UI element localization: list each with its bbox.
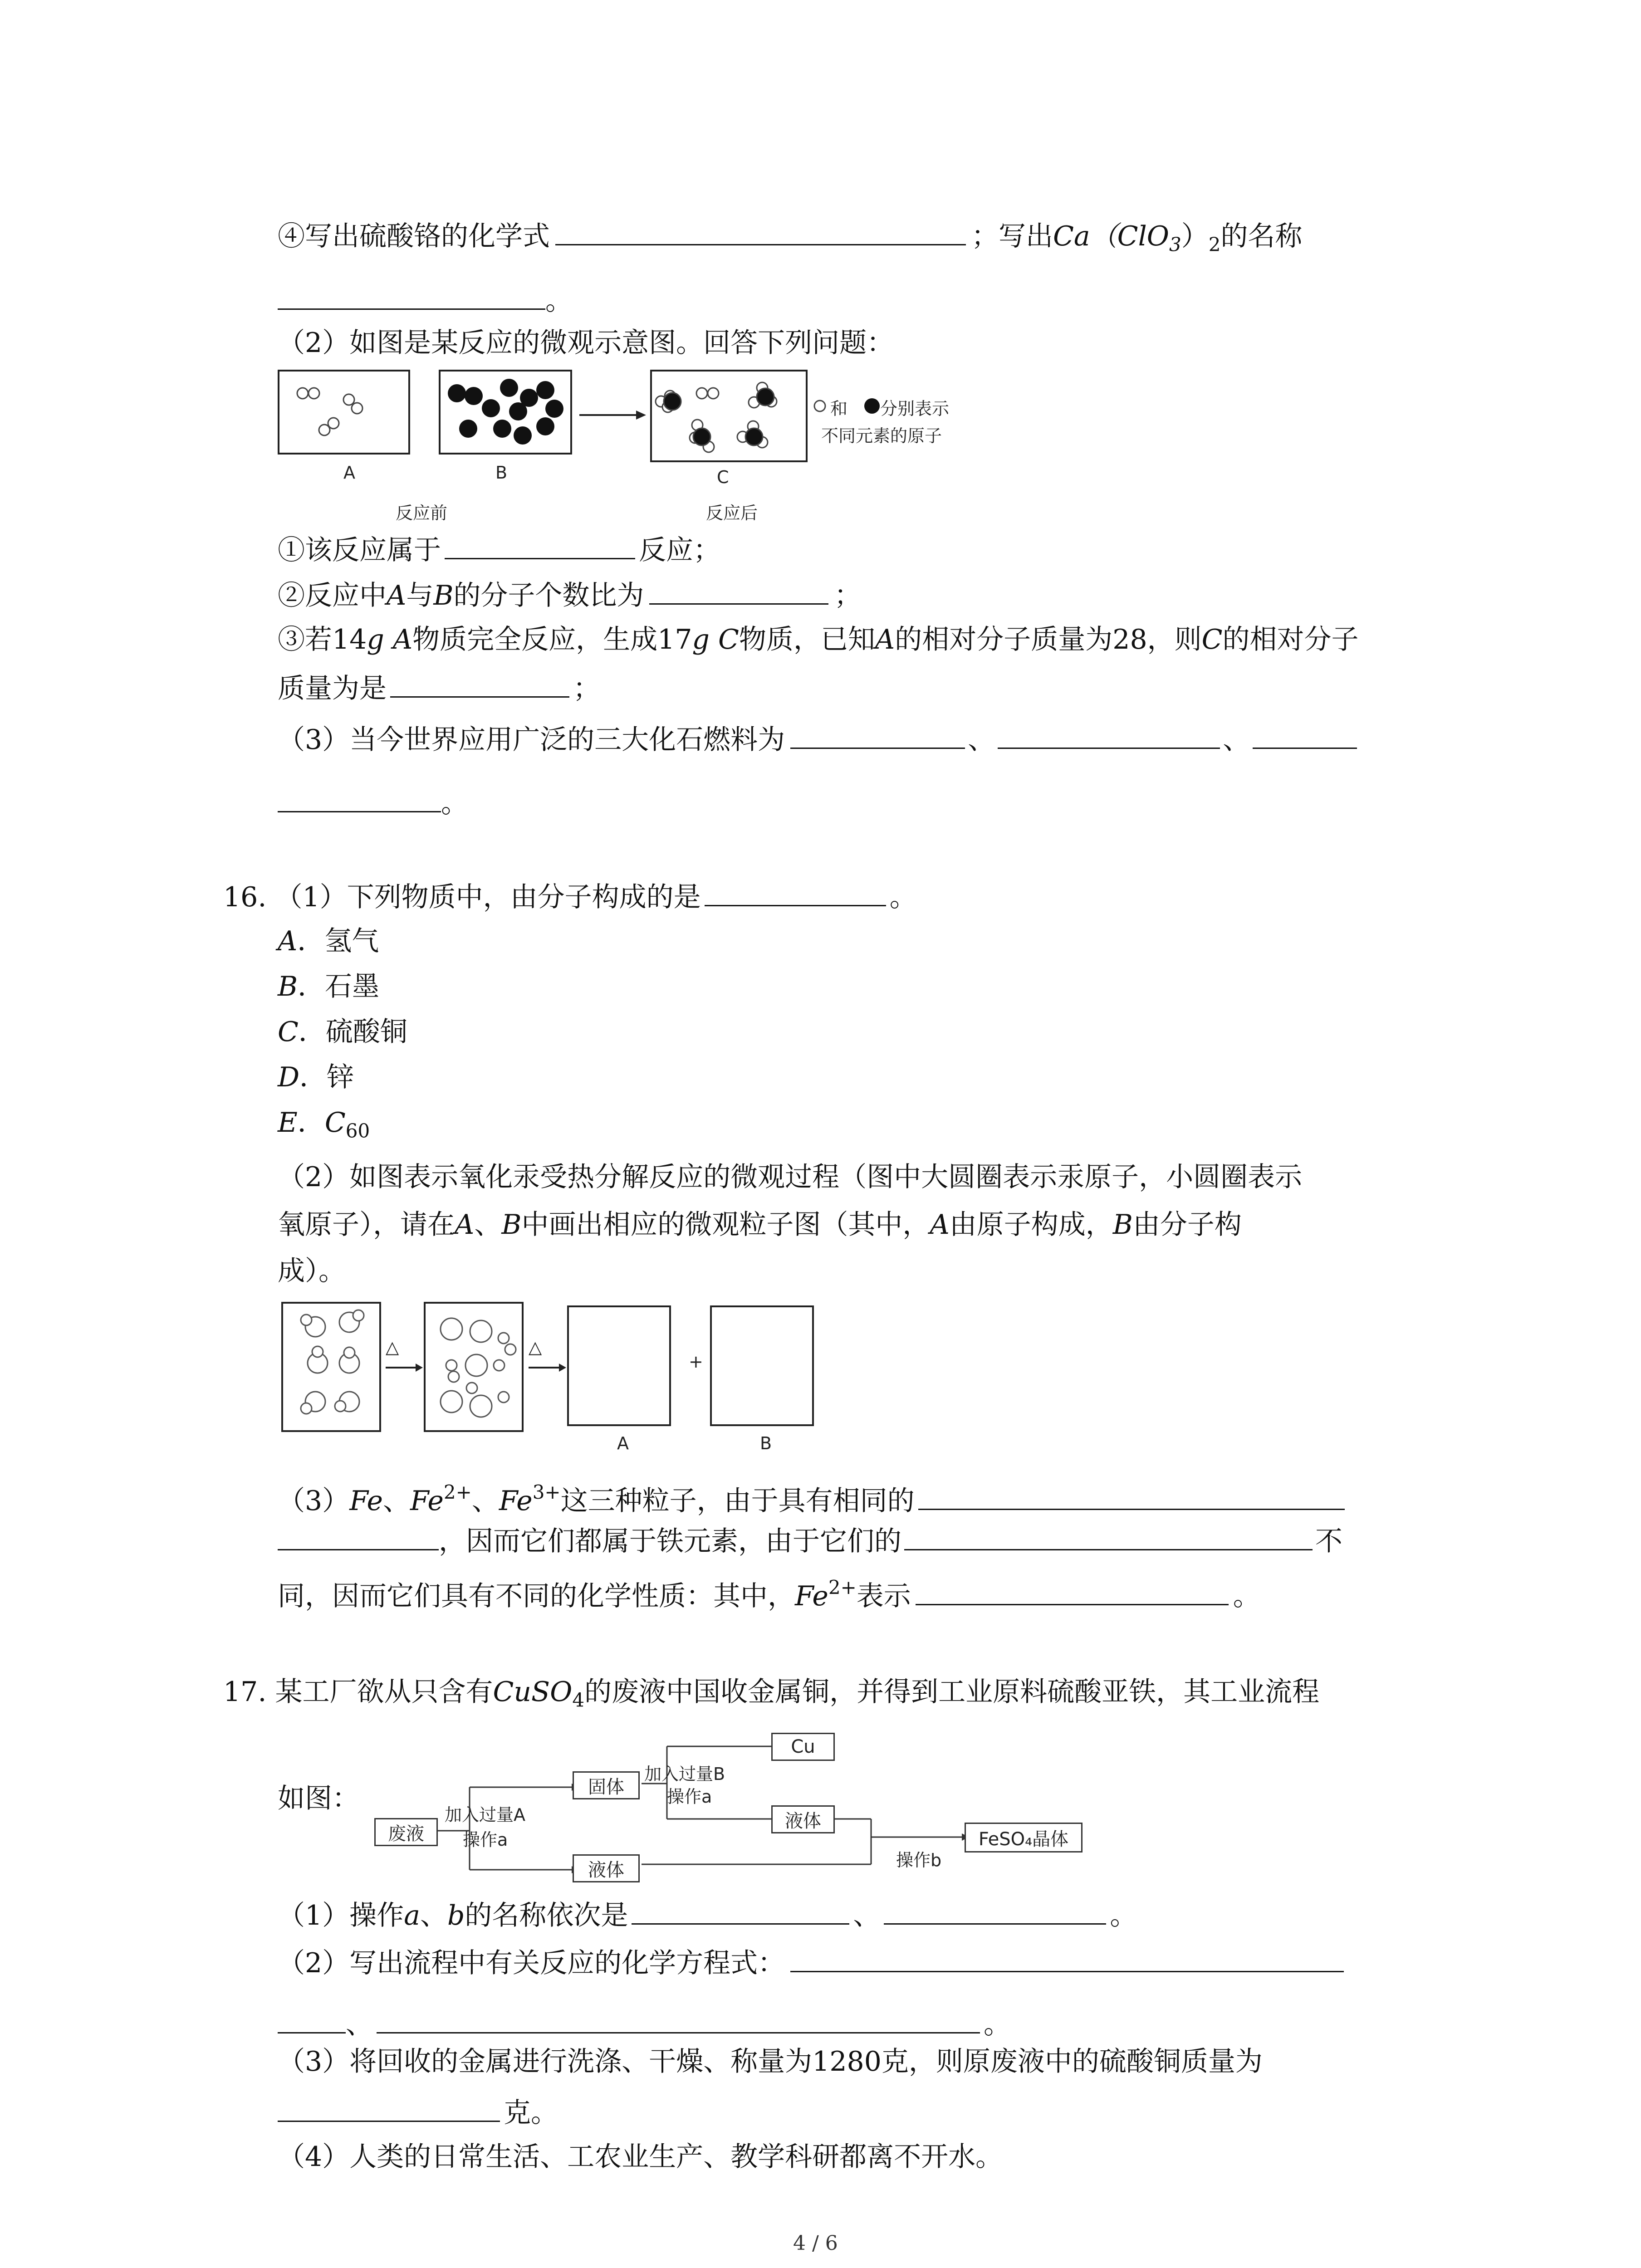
q16-p2-line3: 成）。	[278, 1255, 346, 1287]
q16-p2-line1: （2）如图表示氧化汞受热分解反应的微观过程（图中大圆圈表示汞原子，小圆圈表示	[278, 1161, 1303, 1193]
flow-label-add-b: 加入过量B	[644, 1764, 725, 1784]
answer-blank[interactable]	[1253, 720, 1357, 749]
answer-box-b[interactable]	[711, 1306, 813, 1425]
q15-part4-line2: 。	[278, 281, 573, 319]
legend-line2: 不同元素的原子	[821, 426, 942, 446]
answer-blank[interactable]	[555, 217, 966, 245]
white-atom-icon	[814, 401, 825, 411]
delta-sign-2: △	[529, 1337, 542, 1357]
label-after: 反应后	[706, 503, 758, 523]
answer-blank[interactable]	[377, 2005, 980, 2033]
flow-box-solid: 固体	[573, 1771, 640, 1799]
answer-blank[interactable]	[649, 576, 828, 605]
q17-p2: （2）写出流程中有关反应的化学方程式：	[278, 1944, 1344, 1981]
reaction-micro-diagram	[278, 370, 994, 533]
q17-intro: 17. 某工厂欲从只含有CuSO$_4$的废液中国收金属铜，并得到工业原料硫酸亚铁，其工业流程	[223, 1676, 1320, 1711]
answer-box-a[interactable]	[568, 1306, 670, 1425]
q17-p4: （4）人类的日常生活、工农业生产、教学科研都离不开水。	[278, 2141, 1003, 2173]
flow-label-add-a: 加入过量A	[445, 1805, 525, 1825]
flow-label-op-b: 操作b	[896, 1850, 942, 1870]
label-b: B	[760, 1433, 772, 1453]
answer-blank[interactable]	[904, 1522, 1313, 1550]
q15-part2-intro: （2）如图是某反应的微观示意图。回答下列问题：	[278, 327, 894, 359]
q16-option-c[interactable]: C．硫酸铜	[278, 1016, 407, 1048]
page-number: 4 / 6	[793, 2232, 838, 2255]
box-a	[279, 371, 409, 454]
flow-label-op-a-1: 操作a	[463, 1830, 508, 1850]
q16-option-e[interactable]: E．$C_{60}$	[278, 1107, 370, 1142]
box-c	[651, 371, 807, 461]
answer-blank[interactable]	[998, 720, 1220, 749]
answer-blank[interactable]	[918, 1481, 1345, 1510]
answer-blank[interactable]	[790, 720, 965, 749]
answer-blank[interactable]	[632, 1896, 849, 1925]
q16-option-a[interactable]: A．氢气	[278, 925, 379, 957]
q15-s3-line2: 质量为是 ；	[278, 669, 600, 707]
label-c: C	[717, 467, 729, 487]
answer-blank[interactable]	[916, 1577, 1229, 1605]
q15-s1: ①该反应属于 反应；	[278, 531, 720, 568]
answer-blank[interactable]	[390, 669, 569, 698]
flow-box-feso4-crystal: FeSO₄晶体	[965, 1823, 1083, 1853]
q16-p2-line2: 氧原子），请在A、B中画出相应的微观粒子图（其中，A由原子构成，B由分子构	[278, 1209, 1242, 1241]
answer-blank[interactable]	[278, 281, 545, 310]
answer-blank[interactable]	[884, 1896, 1106, 1925]
label-a: A	[343, 463, 355, 483]
q17-p1: （1）操作a、b的名称依次是 、 。	[278, 1896, 1137, 1934]
plus-sign: +	[689, 1352, 703, 1372]
answer-blank[interactable]	[278, 2093, 500, 2122]
answer-blank[interactable]	[278, 2005, 346, 2033]
flow-box-liquid-1: 液体	[573, 1854, 640, 1882]
answer-blank[interactable]	[445, 531, 635, 559]
delta-sign-1: △	[386, 1337, 399, 1357]
q17-intro-line2: 如图：	[278, 1783, 359, 1814]
label-before: 反应前	[396, 503, 448, 523]
q15-s2: ②反应中A与B的分子个数比为 ；	[278, 576, 861, 614]
q15-part4-line: ④写出硫酸铬的化学式 ；写出$Ca(ClO_3)_2$的名称	[278, 217, 1302, 263]
flow-label-op-a-2: 操作a	[667, 1787, 712, 1807]
label-a: A	[617, 1433, 629, 1453]
answer-blank[interactable]	[278, 1522, 439, 1550]
q17-p3-line2: 克。	[278, 2093, 558, 2131]
q16-p1: 16. （1）下列物质中，由分子构成的是 。	[223, 878, 917, 915]
q16-option-b[interactable]: B．石墨	[278, 971, 380, 1002]
mercury-oxide-diagram	[281, 1302, 826, 1438]
legend-and: 和	[830, 399, 848, 419]
answer-blank[interactable]	[705, 878, 886, 906]
black-atom-icon	[864, 398, 880, 414]
q16-option-d[interactable]: D．锌	[278, 1061, 354, 1093]
q17-p2-line2: 、 。	[278, 2005, 1011, 2043]
q16-p3-line2: ，因而它们都属于铁元素，由于它们的 不	[278, 1522, 1342, 1559]
flow-box-liquid-2: 液体	[771, 1805, 835, 1833]
label-b: B	[495, 463, 508, 483]
legend-line1: 分别表示	[880, 399, 950, 419]
q17-p3: （3）将回收的金属进行洗涤、干燥、称量为1280克，则原废液中的硫酸铜质量为	[278, 2046, 1263, 2077]
q16-p3-line1: （3）Fe、$Fe^{2+}$、$Fe^{3+}$这三种粒子，由于具有相同的	[278, 1474, 1345, 1519]
answer-blank[interactable]	[278, 784, 441, 812]
flow-box-waste: 废液	[374, 1818, 438, 1846]
flow-box-cu: Cu	[771, 1733, 835, 1761]
q15-p3-line2: 。	[278, 784, 468, 821]
answer-blank[interactable]	[790, 1944, 1344, 1972]
q16-p3-line3: 同，因而它们具有不同的化学性质：其中，$Fe^{2+}$表示 。	[278, 1576, 1260, 1613]
q15-p3: （3）当今世界应用广泛的三大化石燃料为 、 、	[278, 720, 1360, 758]
q15-s3: ③若14g A物质完全反应，生成17g C物质，已知A的相对分子质量为28，则C的相对分子	[278, 624, 1359, 655]
